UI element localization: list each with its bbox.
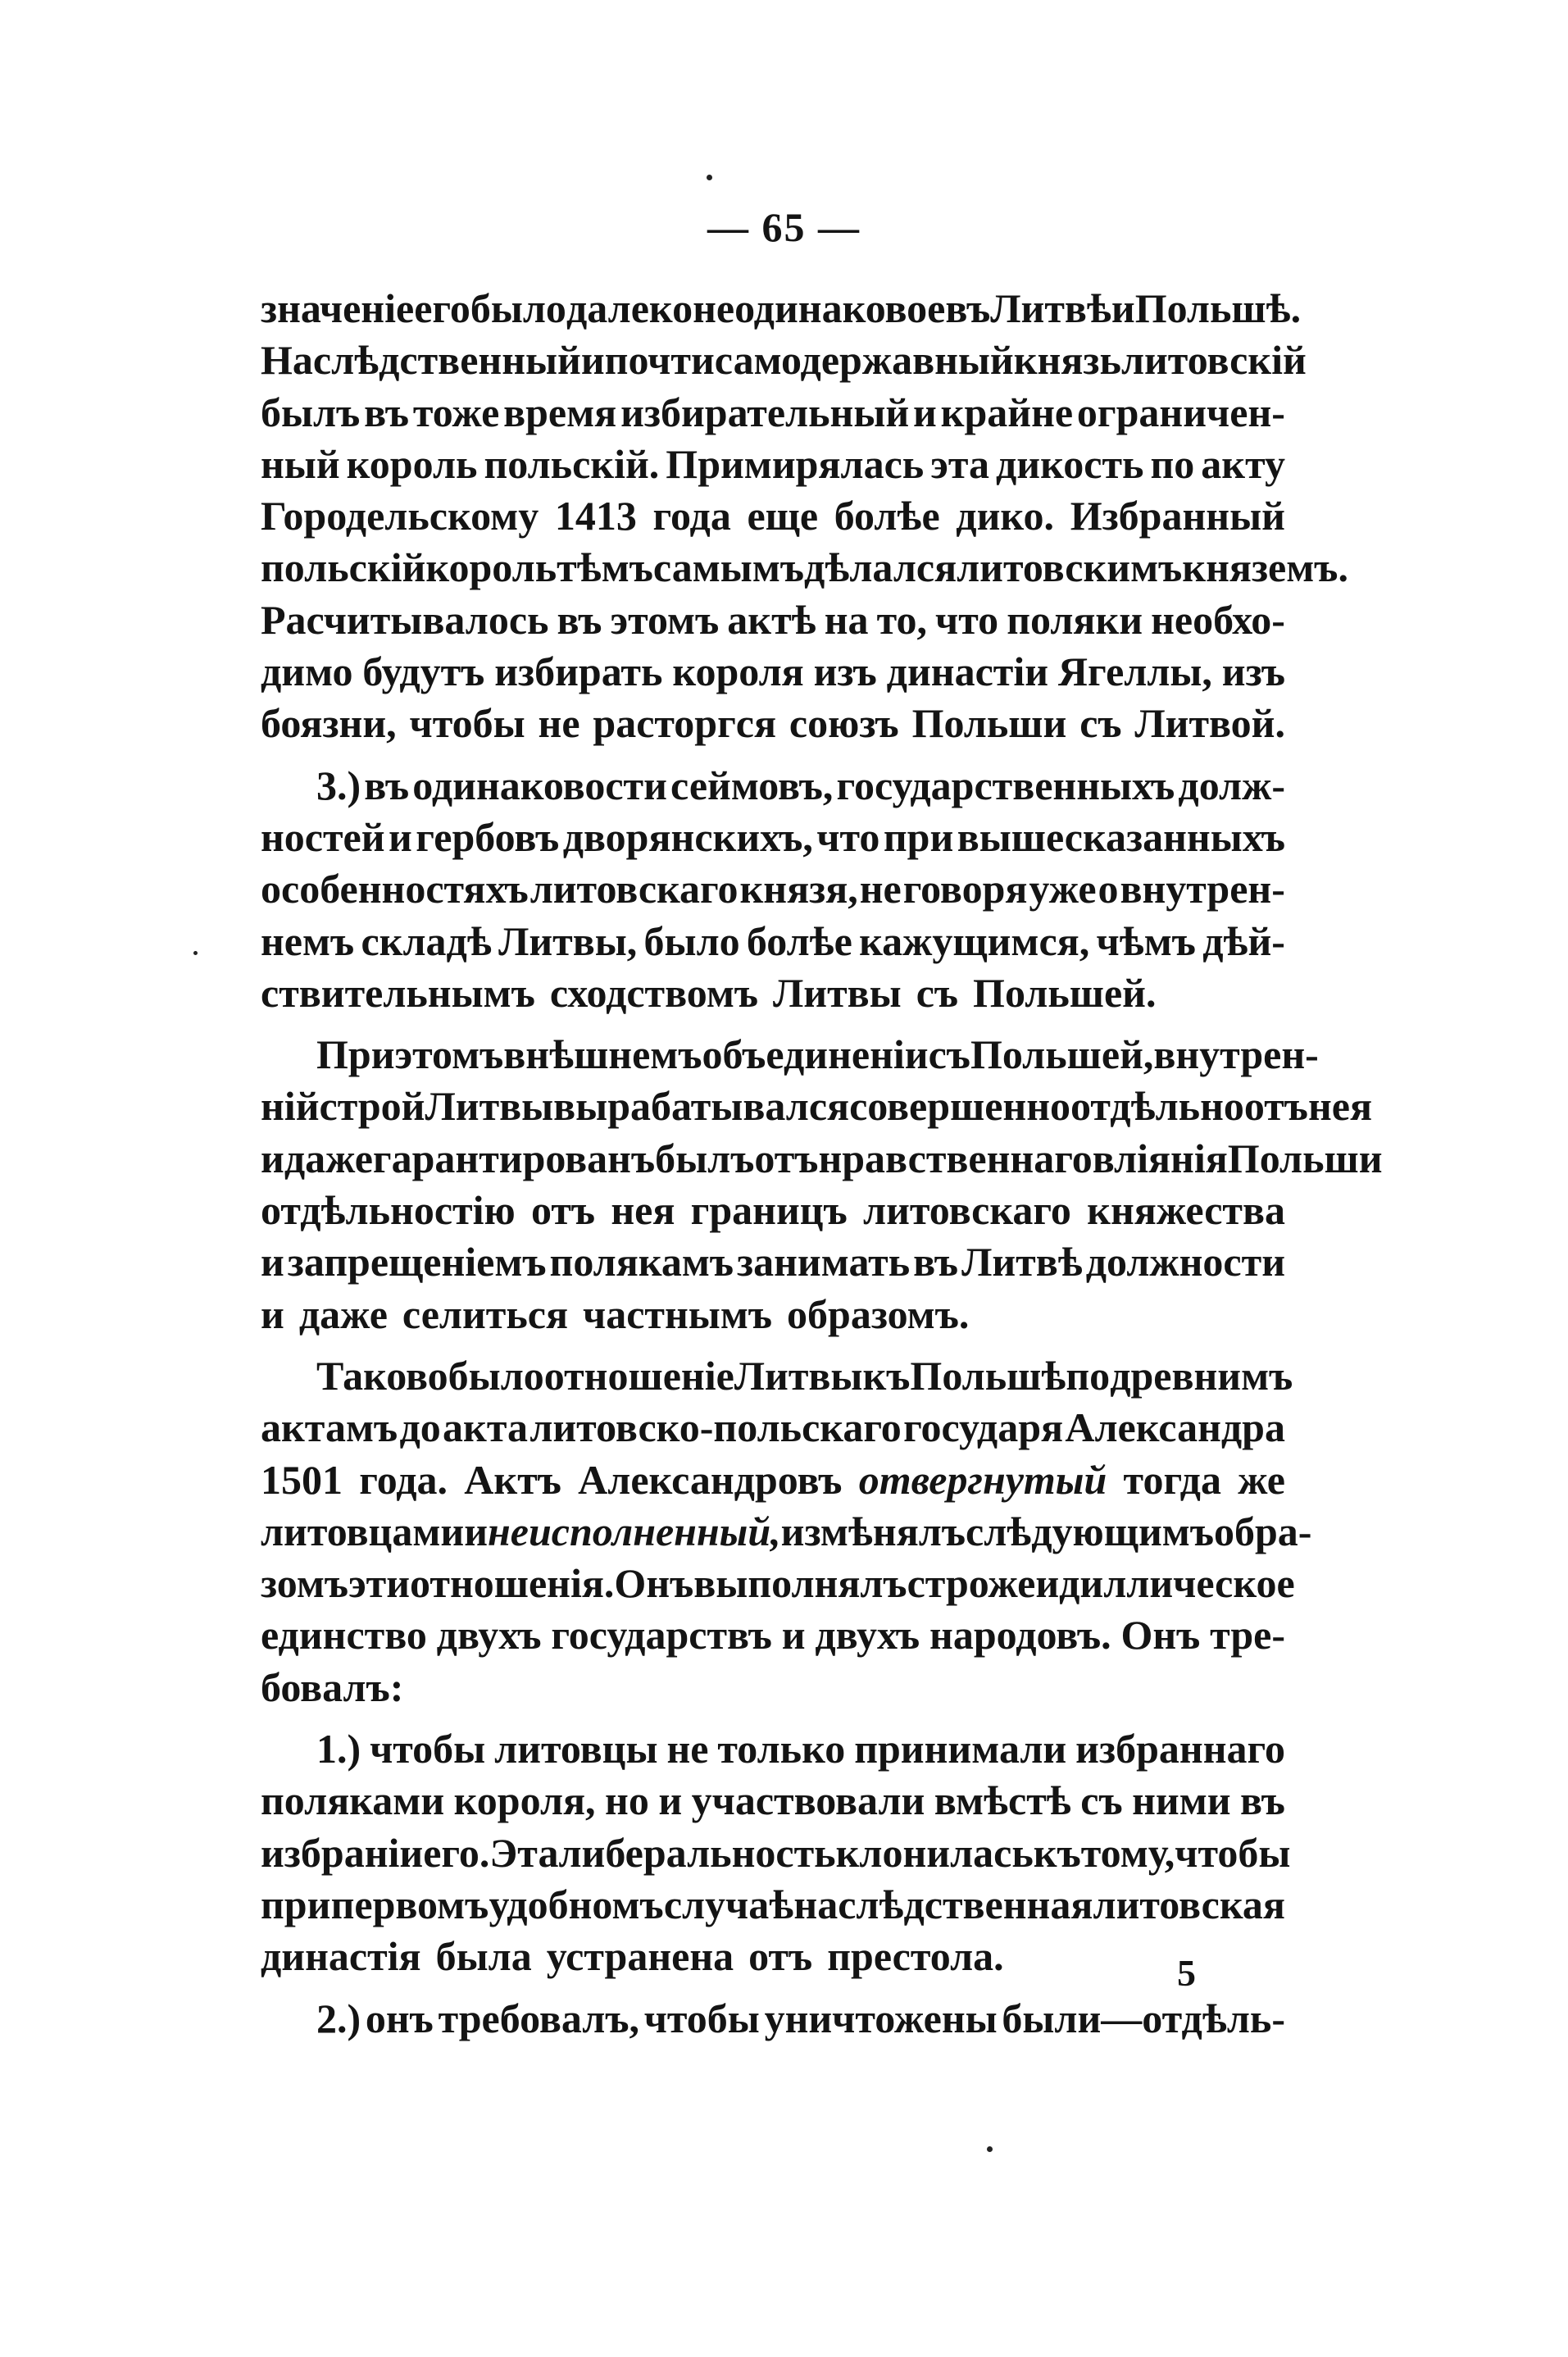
- word: Ягеллы,: [1057, 648, 1212, 695]
- word: дѣлался: [804, 544, 957, 591]
- word: боязни,: [261, 700, 397, 747]
- word: не: [538, 700, 580, 747]
- text-line: [261, 1454, 1285, 1506]
- word: литовскій: [1120, 337, 1307, 384]
- word: болѣе: [834, 493, 940, 539]
- word: уже: [1029, 866, 1097, 912]
- word: и: [261, 1135, 284, 1181]
- text-line: [261, 1506, 1312, 1558]
- word: и: [261, 1290, 284, 1337]
- body-text: [261, 283, 1383, 2045]
- text-line: [261, 542, 1348, 594]
- word: Польшей,: [970, 1031, 1154, 1078]
- text-line: [261, 916, 1285, 967]
- word: народовъ.: [929, 1612, 1111, 1659]
- word: престола.: [827, 1933, 1004, 1980]
- word: была: [435, 1933, 532, 1980]
- word: и: [781, 1612, 806, 1659]
- word: дикость: [996, 440, 1144, 487]
- word: Польши: [1227, 1135, 1383, 1181]
- word: участвовали: [691, 1777, 925, 1824]
- word: только: [717, 1726, 846, 1772]
- word: ній: [261, 1083, 320, 1130]
- word: и: [658, 1777, 683, 1824]
- word: гарантированъ: [372, 1135, 656, 1181]
- word: строже: [907, 1560, 1036, 1607]
- word: ограничен-: [1076, 389, 1285, 435]
- word: бовалъ:: [261, 1663, 404, 1710]
- signature-mark: 5: [1177, 1952, 1196, 1994]
- word: было: [643, 917, 740, 964]
- word: дико.: [956, 493, 1055, 539]
- word: тому,: [1080, 1829, 1175, 1876]
- word: что: [935, 596, 999, 643]
- word: въ: [364, 762, 410, 808]
- word: литовскимъ: [957, 544, 1183, 591]
- word: династія: [261, 1933, 421, 1980]
- word: что: [816, 813, 880, 860]
- word: будутъ: [362, 648, 485, 695]
- word: зомъ: [261, 1560, 349, 1607]
- word: дѣй-: [1202, 917, 1285, 964]
- word: долж-: [1178, 762, 1285, 808]
- paragraph: [261, 1723, 1291, 1982]
- word: Польшѣ.: [1134, 285, 1302, 331]
- word: по: [1150, 440, 1195, 487]
- word: чтобы: [643, 1995, 760, 2041]
- word: 1501: [261, 1456, 343, 1503]
- word: поляками: [261, 1777, 445, 1824]
- word: государя: [903, 1404, 1064, 1451]
- word: ностей: [261, 813, 385, 860]
- word: ними: [1132, 1777, 1231, 1824]
- word: и: [580, 337, 605, 384]
- word: съ: [928, 1031, 970, 1078]
- word: было: [470, 285, 566, 331]
- word: единство: [261, 1612, 427, 1659]
- text-line: [261, 967, 1285, 1019]
- word: почти: [604, 337, 715, 384]
- paragraph: [261, 1029, 1383, 1340]
- word: идиллическое: [1035, 1560, 1295, 1607]
- word: отдѣльно: [1070, 1083, 1244, 1130]
- text-line: [261, 1558, 1295, 1609]
- paragraph: [261, 1350, 1312, 1713]
- word: съ: [1079, 700, 1122, 747]
- text-line: [261, 1081, 1373, 1132]
- word: отъ: [1243, 1083, 1308, 1130]
- word: года.: [359, 1456, 448, 1503]
- paragraph: [261, 283, 1348, 750]
- word: Таково: [316, 1352, 448, 1399]
- word: въ: [945, 285, 991, 331]
- word: Александровъ: [578, 1456, 843, 1503]
- word: объединеніи: [702, 1031, 929, 1078]
- word: устранена: [546, 1933, 734, 1980]
- word: внутрен-: [1120, 866, 1285, 912]
- text-line: [261, 760, 1285, 812]
- word: вырабатывался: [553, 1083, 850, 1130]
- word: внѣшнемъ: [503, 1031, 702, 1078]
- word: династіи: [886, 648, 1049, 695]
- word: не: [693, 285, 735, 331]
- text-line: [261, 1029, 1319, 1081]
- word: Литвой.: [1134, 700, 1285, 747]
- text-line: [261, 439, 1285, 490]
- word: немъ: [261, 917, 355, 964]
- word: при: [261, 1881, 331, 1927]
- ink-speck-bottom: [987, 2146, 993, 2152]
- word: чтобы: [1175, 1829, 1291, 1876]
- word: нея: [611, 1187, 675, 1234]
- word: древнимъ: [1110, 1352, 1293, 1399]
- word: было: [448, 1352, 544, 1399]
- word: до: [399, 1404, 441, 1451]
- word: уничтожены: [764, 1995, 998, 2041]
- word: границъ: [690, 1187, 848, 1234]
- word: самодержавный: [714, 337, 1014, 384]
- word: вышесказанныхъ: [957, 813, 1285, 860]
- word: и: [913, 389, 937, 435]
- word: акта: [443, 1404, 529, 1451]
- word: былъ: [655, 1135, 755, 1181]
- word: отношенія.: [410, 1560, 615, 1607]
- word: короля,: [453, 1777, 596, 1824]
- word: въ: [1240, 1777, 1285, 1824]
- word: выполнялъ: [693, 1560, 907, 1607]
- word: полякамъ: [549, 1239, 734, 1285]
- word: княземъ.: [1182, 544, 1348, 591]
- text-line: [261, 646, 1285, 698]
- word: государствъ: [551, 1612, 772, 1659]
- word: слѣдующимъ: [966, 1508, 1214, 1554]
- word: тоже: [412, 389, 500, 435]
- word: Александра: [1065, 1404, 1285, 1451]
- word: Литвы,: [498, 917, 638, 964]
- word: измѣнялъ: [780, 1508, 966, 1554]
- word: еще: [747, 493, 819, 539]
- word: этомъ: [394, 1031, 504, 1078]
- word: Примирялась: [666, 440, 925, 487]
- word: не: [859, 866, 902, 912]
- word: требовалъ,: [438, 1995, 639, 2041]
- word: король: [346, 440, 478, 487]
- text-line: [261, 1236, 1285, 1288]
- word: ный: [261, 440, 340, 487]
- word: сеймовъ,: [670, 762, 834, 808]
- word: Эта: [489, 1829, 559, 1876]
- word: принимали: [854, 1726, 1067, 1772]
- word: дворянскихъ,: [562, 813, 813, 860]
- word: одинаковое: [734, 285, 946, 331]
- word: его: [414, 285, 470, 331]
- text-line: [261, 1662, 1285, 1713]
- word: болѣе: [746, 917, 852, 964]
- word: наслѣдственная: [793, 1881, 1093, 1927]
- word: образомъ.: [787, 1290, 970, 1337]
- text-line: [261, 812, 1285, 863]
- ink-speck-left-margin: [193, 951, 198, 955]
- word: говоря: [902, 866, 1028, 912]
- word: литовскаго: [863, 1187, 1071, 1234]
- word: гербовъ: [416, 813, 560, 860]
- word: Избранный: [1070, 493, 1285, 539]
- word: одинаковости: [412, 762, 667, 808]
- word: въ: [913, 1239, 959, 1285]
- word: димо: [261, 648, 353, 695]
- word: то,: [876, 596, 927, 643]
- word: акту: [1201, 440, 1285, 487]
- word: актамъ: [261, 1404, 398, 1451]
- word: былъ: [261, 389, 361, 435]
- word: изъ: [1221, 648, 1285, 695]
- word: литовцами: [261, 1508, 465, 1554]
- word: эта: [930, 440, 989, 487]
- word: неисполненный,: [488, 1508, 781, 1554]
- word: избраніи: [261, 1829, 424, 1876]
- word: короля: [672, 648, 804, 695]
- word: въ: [364, 389, 409, 435]
- text-line: [261, 1133, 1383, 1185]
- word: внутрен-: [1153, 1031, 1319, 1078]
- word: Наслѣдственный: [261, 337, 581, 384]
- word: изъ: [813, 648, 877, 695]
- word: отношеніе: [543, 1352, 734, 1399]
- word: отъ: [754, 1135, 819, 1181]
- word: вліянія: [1092, 1135, 1228, 1181]
- word: онъ: [365, 1995, 434, 2041]
- word: Расчитывалось: [261, 596, 549, 643]
- word: 1413: [554, 493, 637, 539]
- word: обра-: [1213, 1508, 1312, 1554]
- word: но: [605, 1777, 649, 1824]
- word: король: [425, 544, 557, 591]
- word: Городельскому: [261, 493, 539, 539]
- text-line: [261, 1185, 1285, 1236]
- word: Литвы: [773, 969, 902, 1016]
- text-line: [261, 1931, 1285, 1982]
- text-line: [261, 1879, 1285, 1931]
- word: тогда: [1123, 1456, 1221, 1503]
- word: строй: [319, 1083, 425, 1130]
- word: въ: [557, 596, 602, 643]
- text-line: [261, 1289, 1285, 1340]
- word: чтобы: [409, 700, 525, 747]
- word: тре-: [1210, 1612, 1285, 1659]
- word: При: [316, 1031, 395, 1078]
- word: по: [1066, 1352, 1111, 1399]
- word: селиться: [402, 1290, 569, 1337]
- paragraph: [261, 760, 1285, 1019]
- word: Польшѣ: [910, 1352, 1066, 1399]
- word: время: [503, 389, 617, 435]
- word: Актъ: [464, 1456, 561, 1503]
- word: Онъ: [614, 1560, 694, 1607]
- word: польскій: [261, 544, 426, 591]
- word: отвергнутый: [858, 1456, 1107, 1503]
- word: Онъ: [1120, 1612, 1201, 1659]
- word: запрещеніемъ: [287, 1239, 547, 1285]
- text-line: [261, 334, 1307, 386]
- text-line: [261, 1775, 1285, 1827]
- word: даже: [284, 1135, 373, 1181]
- word: 2.): [316, 1995, 361, 2041]
- word: этомъ: [610, 596, 720, 643]
- word: и: [261, 1239, 284, 1285]
- word: либеральность: [558, 1829, 836, 1876]
- word: клонилась: [835, 1829, 1034, 1876]
- word: отъ: [748, 1933, 813, 1980]
- ink-speck-top: [707, 175, 712, 180]
- word: литовская: [1093, 1881, 1285, 1927]
- word: о: [1098, 866, 1119, 912]
- text-line: [261, 1993, 1285, 2045]
- word: Литвы: [425, 1083, 554, 1130]
- word: его.: [423, 1829, 490, 1876]
- word: 3.): [316, 762, 361, 808]
- page-number: — 65 —: [707, 204, 861, 250]
- word: занимать: [737, 1239, 911, 1285]
- word: самымъ: [652, 544, 805, 591]
- word: сходствомъ: [549, 969, 759, 1016]
- word: необхо-: [1151, 596, 1285, 643]
- word: совершенно: [849, 1083, 1071, 1130]
- word: Литвѣ: [961, 1239, 1083, 1285]
- word: избирать: [494, 648, 663, 695]
- word: и: [464, 1508, 489, 1554]
- word: складѣ: [361, 917, 492, 964]
- word: союзъ: [789, 700, 899, 747]
- word: къ: [862, 1352, 911, 1399]
- word: литовскаго: [529, 866, 739, 912]
- word: вмѣстѣ: [934, 1777, 1071, 1824]
- word: нея: [1307, 1083, 1373, 1130]
- text-line: [261, 1723, 1285, 1775]
- word: Польши: [911, 700, 1067, 747]
- text-line: [261, 283, 1302, 334]
- word: чтобы: [370, 1726, 486, 1772]
- word: случаѣ: [663, 1881, 794, 1927]
- word: первомъ: [330, 1881, 489, 1927]
- word: съ: [916, 969, 959, 1016]
- word: двухъ: [436, 1612, 542, 1659]
- word: актѣ: [727, 596, 816, 643]
- word: князя,: [739, 866, 858, 912]
- word: даже: [298, 1290, 388, 1337]
- word: къ: [1033, 1829, 1081, 1876]
- word: Литвѣ: [990, 285, 1111, 331]
- text-line: [261, 1350, 1293, 1402]
- word: значеніе: [261, 285, 415, 331]
- word: избраннаго: [1075, 1726, 1285, 1772]
- text-line: [261, 1402, 1285, 1454]
- word: отъ: [530, 1187, 596, 1234]
- word: нравственнаго: [818, 1135, 1093, 1181]
- word: же: [1238, 1456, 1285, 1503]
- word: были—отдѣль-: [1002, 1995, 1285, 2041]
- word: съ: [1080, 1777, 1123, 1824]
- word: княжества: [1087, 1187, 1285, 1234]
- word: отдѣльностію: [261, 1187, 516, 1234]
- word: ствительнымъ: [261, 969, 535, 1016]
- word: государственныхъ: [836, 762, 1175, 808]
- word: чѣмъ: [1096, 917, 1196, 964]
- word: Литвы: [734, 1352, 863, 1399]
- word: литовцы: [494, 1726, 658, 1772]
- text-line: [261, 863, 1285, 915]
- text-line: [261, 594, 1285, 646]
- word: не: [666, 1726, 709, 1772]
- word: особенностяхъ: [261, 866, 529, 912]
- word: на: [824, 596, 869, 643]
- word: князь: [1013, 337, 1121, 384]
- word: крайне: [940, 389, 1074, 435]
- word: Польшей.: [973, 969, 1157, 1016]
- word: и: [388, 813, 412, 860]
- word: кажущимся,: [859, 917, 1090, 964]
- text-line: [261, 490, 1285, 542]
- word: польскій.: [484, 440, 660, 487]
- word: года: [652, 493, 731, 539]
- word: частнымъ: [583, 1290, 773, 1337]
- word: удобномъ: [489, 1881, 664, 1927]
- word: расторгся: [593, 700, 777, 747]
- word: поляки: [1007, 596, 1143, 643]
- word: литовско-польскаго: [529, 1404, 902, 1451]
- word: при: [883, 813, 954, 860]
- word: эти: [348, 1560, 411, 1607]
- text-line: [261, 387, 1285, 439]
- text-line: [261, 698, 1285, 749]
- word: избирательный: [620, 389, 910, 435]
- text-line: [261, 1827, 1291, 1879]
- word: должности: [1085, 1239, 1285, 1285]
- word: тѣмъ: [557, 544, 653, 591]
- word: далеко: [566, 285, 693, 331]
- paragraph: [261, 1993, 1285, 2045]
- word: и: [1111, 285, 1135, 331]
- word: 1.): [316, 1726, 361, 1772]
- word: двухъ: [815, 1612, 920, 1659]
- text-line: [261, 1609, 1285, 1661]
